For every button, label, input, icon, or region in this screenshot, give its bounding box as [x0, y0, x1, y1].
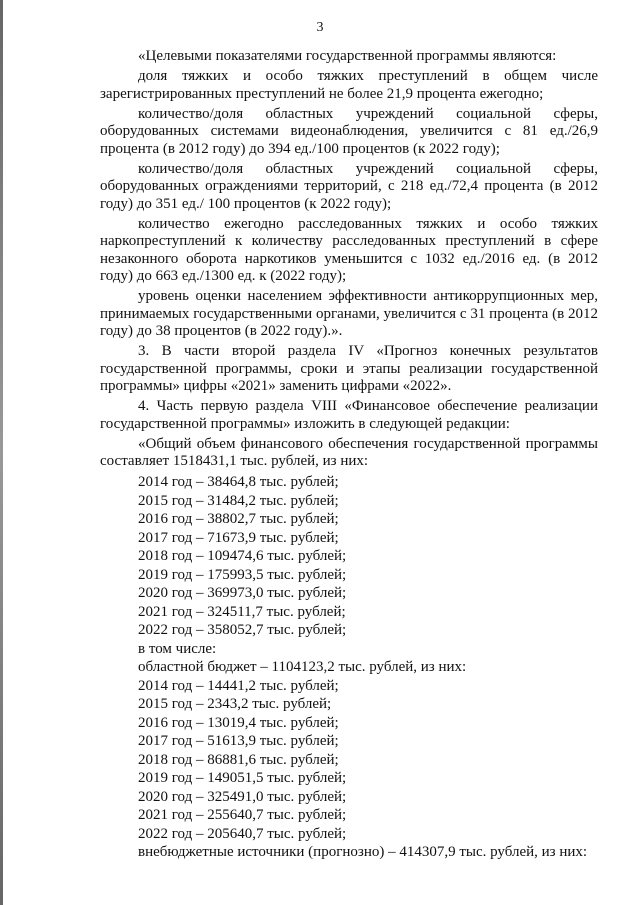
- page-number: 3: [316, 20, 324, 35]
- total-years-list: [100, 473, 598, 640]
- regional-year-line: 2017 год – 51613,9 тыс. рублей;: [138, 733, 339, 749]
- indicator-paragraph: количество/доля областных учреждений социальной сферы, оборудованных ограждениями территорий, с 218 ед./72,4 процента (в 2012 году) до 351 ед./ 100 процентов (к 2022 году);: [100, 160, 598, 212]
- extrabudgetary-header: внебюджетные источники (прогнозно) – 414307,9 тыс. рублей, из них:: [138, 844, 588, 860]
- regional-year-line: 2021 год – 255640,7 тыс. рублей;: [138, 807, 347, 823]
- total-year-line: 2022 год – 358052,7 тыс. рублей;: [138, 622, 347, 638]
- total-year-line: 2015 год – 31484,2 тыс. рублей;: [138, 492, 339, 509]
- indicator-paragraph: количество ежегодно расследованных тяжких и особо тяжких наркопреступлений к количеству расследованных преступлений в сфере незаконного оборота наркотиков уменьшится с 1032 ед./2016 ед. (в 2012 году) до 663 ед./1300 ед. к (2022 году);: [100, 215, 598, 284]
- total-year-line: 2019 год – 175993,5 тыс. рублей;: [138, 566, 347, 583]
- total-year-line: 2018 год – 109474,6 тыс. рублей;: [138, 548, 347, 564]
- total-year-line: 2016 год – 38802,7 тыс. рублей;: [138, 511, 339, 527]
- regional-year-line: 2016 год – 13019,4 тыс. рублей;: [138, 714, 339, 731]
- regional-year-line: 2020 год – 325491,0 тыс. рублей;: [138, 788, 347, 805]
- total-year-line: 2020 год – 369973,0 тыс. рублей;: [138, 585, 347, 601]
- intro-paragraph: «Целевыми показателями государственной программы являются:: [138, 48, 557, 64]
- indicator-paragraph: доля тяжких и особо тяжких преступлений в общем числе зарегистрированных преступлений не более 21,9 процента ежегодно;: [100, 68, 598, 102]
- regional-year-line: 2015 год – 2343,2 тыс. рублей;: [138, 696, 332, 712]
- including-label: в том числе:: [138, 640, 217, 657]
- amendment-paragraph: 4. Часть первую раздела VIII «Финансовое обеспечение реализации государственной программы» изложить в следующей редакции:: [100, 398, 598, 432]
- regional-year-line: 2014 год – 14441,2 тыс. рублей;: [138, 677, 339, 694]
- total-year-line: 2017 год – 71673,9 тыс. рублей;: [138, 529, 339, 546]
- regional-budget-header: областной бюджет – 1104123,2 тыс. рублей, из них:: [138, 659, 467, 675]
- regional-year-line: 2022 год – 205640,7 тыс. рублей;: [138, 825, 347, 842]
- scan-edge: [0, 0, 3, 905]
- total-year-line: 2021 год – 324511,7 тыс. рублей;: [138, 603, 346, 620]
- total-year-line: 2014 год – 38464,8 тыс. рублей;: [138, 474, 339, 490]
- indicator-paragraph: количество/доля областных учреждений социальной сферы, оборудованных системами видеонаблюдения, увеличится с 81 ед./26,9 процента (в 2012 году) до 394 ед./100 процентов (к 2022 году);: [100, 105, 598, 157]
- total-funding-paragraph: «Общий объем финансового обеспечения государственной программы составляет 1518431,1 тыс. рублей, из них:: [100, 435, 598, 469]
- indicator-paragraph: уровень оценки населением эффективности антикоррупционных мер, принимаемых государственными органами, увеличится с 31 процента (в 2012 году) до 38 процентов (в 2022 году).».: [100, 288, 598, 339]
- regional-year-line: 2018 год – 86881,6 тыс. рублей;: [138, 751, 339, 768]
- document-body: [100, 48, 598, 862]
- amendment-paragraph: 3. В части второй раздела IV «Прогноз конечных результатов государственной программы, сроки и этапы реализации государственной программы» цифры «2021» заменить цифрами «2022».: [100, 343, 598, 394]
- regional-years-list: [100, 677, 598, 844]
- regional-year-line: 2019 год – 149051,5 тыс. рублей;: [138, 770, 347, 786]
